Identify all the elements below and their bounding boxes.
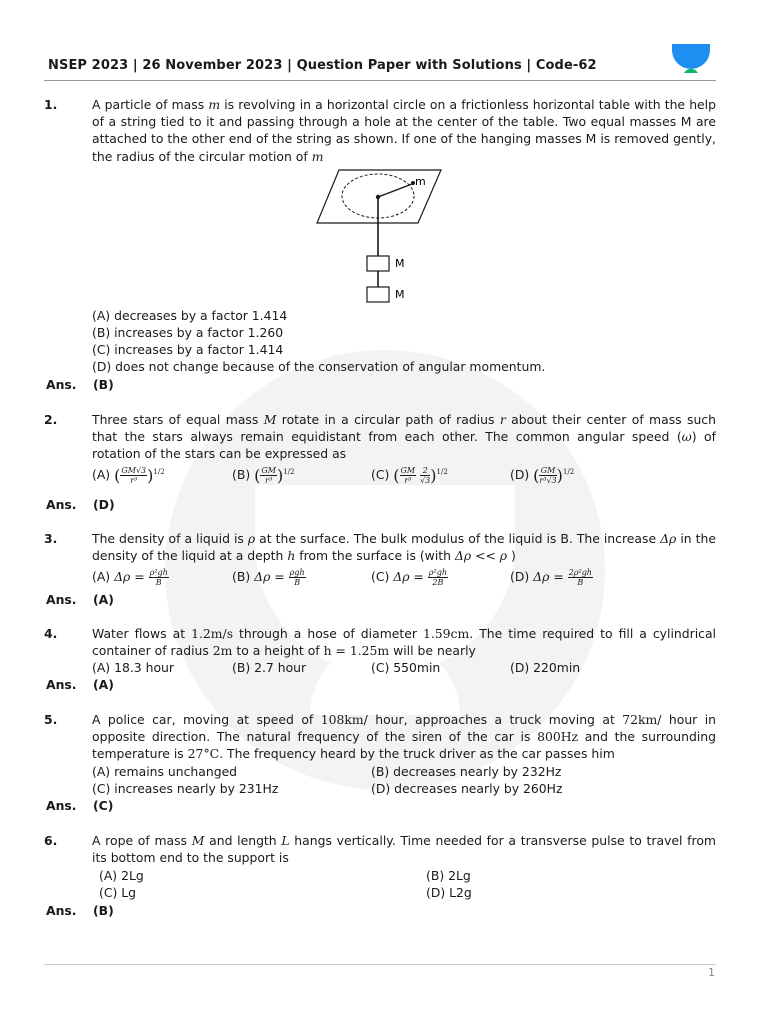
- option-a: (A) ( $\frac{GM√3}{\text{r³}}$ )$^{1/2}$: [92, 466, 165, 485]
- answer-value: (D): [93, 497, 115, 512]
- rotating-mass-diagram: [315, 166, 465, 308]
- question-1: [44, 96, 716, 165]
- answer-label: Ans.: [46, 903, 77, 918]
- option-b: (B) increases by a factor 1.260: [92, 325, 284, 340]
- answer-value: (B): [93, 377, 114, 392]
- option-d: (D) Δρ = $\frac{\text{2ρ²gh}}{B}$: [510, 568, 592, 587]
- answer-value: (A): [93, 677, 114, 692]
- page-header-title: NSEP 2023 | 26 November 2023 | Question Paper with Solutions | Code-62: [48, 58, 597, 73]
- question-text: A rope of mass M and length L hangs vertically. Time needed for a transverse pulse to travel from its bottom end to the support is: [92, 833, 717, 866]
- hanging-mass-2: [367, 287, 389, 302]
- option-a: (A) 18.3 hour: [92, 660, 174, 675]
- answer-value: (C): [93, 798, 114, 813]
- brand-logo-icon: [671, 42, 711, 78]
- question-text: A police car, moving at speed of 108km/ hour, approaches a truck moving at 72km/ hour in opposite direction. The natural frequency of the siren of the car is 800Hz and the surrounding temperature is 27°C. The frequency heard by the truck driver as the car passes him: [92, 712, 717, 762]
- option-a: (A) 2Lg: [99, 868, 144, 883]
- question-text: Water flows at 1.2m/s through a hose of diameter 1.59cm. The time required to fill a cylindrical container of radius 2m to a height of h = 1.25m will be nearly: [92, 626, 716, 659]
- option-c: (C) Lg: [99, 885, 137, 900]
- mass-label-1: M: [395, 257, 405, 270]
- option-d: (D) ( $\frac{GM}{\text{r³√3}}$ )$^{1/2}$: [510, 466, 575, 485]
- question-number: 2.: [44, 412, 58, 427]
- question-number: 4.: [44, 626, 58, 641]
- answer-label: Ans.: [46, 592, 77, 607]
- hanging-mass-1: [367, 256, 389, 271]
- option-c: (C) increases by a factor 1.414: [92, 342, 284, 357]
- particle-label: m: [415, 175, 426, 188]
- question-number: 5.: [44, 712, 58, 727]
- option-d: (D) decreases nearly by 260Hz: [371, 781, 563, 796]
- option-d: (D) 220min: [510, 660, 581, 675]
- question-3: [44, 530, 716, 564]
- option-a: (A) Δρ = $\frac{\text{ρ²gh}}{B}$: [92, 568, 168, 587]
- question-text: Three stars of equal mass M rotate in a circular path of radius r about their center of mass such that the stars always remain equidistant from each other. The common angular speed (ω) of rotation of the stars can be expressed as: [92, 412, 716, 462]
- question-number: 3.: [44, 531, 58, 546]
- question-text: The density of a liquid is ρ at the surface. The bulk modulus of the liquid is B. The increase Δρ in the density of the liquid at a depth h from the surface is (with Δρ << ρ ): [92, 531, 716, 564]
- question-5: [44, 711, 716, 763]
- footer-divider: [44, 964, 716, 965]
- question-number: 6.: [44, 833, 58, 848]
- question-6: [44, 832, 716, 866]
- question-4: [44, 625, 716, 659]
- option-b: (B) 2Lg: [426, 868, 471, 883]
- option-b: (B) Δρ = $\frac{\text{ρgh}}{B}$: [232, 568, 305, 587]
- option-c: (C) increases nearly by 231Hz: [92, 781, 279, 796]
- answer-label: Ans.: [46, 798, 77, 813]
- option-a: (A) decreases by a factor 1.414: [92, 308, 288, 323]
- answer-label: Ans.: [46, 677, 77, 692]
- option-b: (B) ( $\frac{GM}{\text{r³}}$ )$^{1/2}$: [232, 466, 295, 485]
- option-d: (D) L2g: [426, 885, 472, 900]
- answer-value: (A): [93, 592, 114, 607]
- option-b: (B) 2.7 hour: [232, 660, 307, 675]
- mass-label-2: M: [395, 288, 405, 301]
- option-c: (C) Δρ = $\frac{\text{ρ²gh}}{2B}$: [371, 568, 447, 587]
- question-2: [44, 411, 716, 463]
- question-text: A particle of mass m is revolving in a horizontal circle on a frictionless horizontal table with the help of a string tied to it and passing through a hole at the center of the table. Two equal masses M are attached to the other end of the string as shown. If one of the hanging masses M is removed gently, the radius of the circular motion of m: [92, 97, 716, 164]
- option-c: (C) ( $\frac{GM}{\text{r³}}$ $\frac{2}{√3}$ )$^{1/2}$: [371, 466, 448, 485]
- question-number: 1.: [44, 97, 58, 112]
- answer-value: (B): [93, 903, 114, 918]
- option-a: (A) remains unchanged: [92, 764, 238, 779]
- option-b: (B) decreases nearly by 232Hz: [371, 764, 562, 779]
- answer-label: Ans.: [46, 377, 77, 392]
- page-number: 1: [708, 966, 715, 979]
- answer-label: Ans.: [46, 497, 77, 512]
- option-d: (D) does not change because of the conservation of angular momentum.: [92, 359, 546, 374]
- header-divider: [44, 80, 716, 81]
- option-c: (C) 550min: [371, 660, 441, 675]
